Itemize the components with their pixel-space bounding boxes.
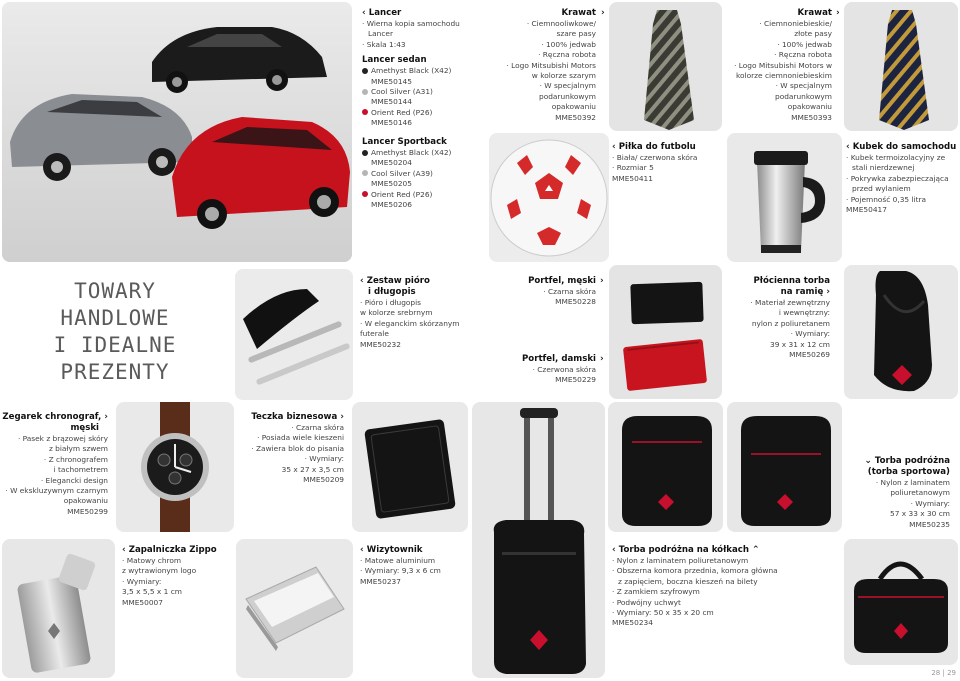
text-line: szare pasy xyxy=(556,29,596,39)
text-line: męski xyxy=(70,423,99,433)
duffel-bag-photo xyxy=(844,539,958,665)
text-line: · Nylon z laminatem xyxy=(875,478,950,487)
card-holder-photo xyxy=(236,539,353,678)
portfel-d-info xyxy=(494,354,596,386)
text-line: w kolorze szarym xyxy=(531,71,596,81)
wallets-photo xyxy=(609,265,722,399)
text-line: Krawat xyxy=(561,8,596,18)
text-line: · Matowe aluminium xyxy=(360,556,436,565)
shoulder-bag-photo xyxy=(844,265,958,399)
text-line: · W specjalnym xyxy=(539,81,596,91)
text-line: podarunkowym xyxy=(775,91,832,101)
text-line: Zestaw pióro xyxy=(366,276,430,286)
text-line: · Skala 1:43 xyxy=(362,39,406,49)
text-line: · Logo Mitsubishi Motors w xyxy=(734,60,832,70)
text-line: z zapięciem, boczna kieszeń na bilety xyxy=(618,576,758,586)
text-line: · Elegancki design xyxy=(40,475,108,485)
text-line: MME50299 xyxy=(67,506,108,516)
sport-bag-front-photo xyxy=(608,402,723,532)
pioro-info xyxy=(360,276,480,350)
chevron-left-icon: ‹ xyxy=(612,142,616,152)
kubek-info xyxy=(846,142,960,215)
text-line: na ramię xyxy=(780,287,824,297)
text-line: Zapalniczka Zippo xyxy=(128,545,217,555)
text-line: stali nierdzewnej xyxy=(852,163,915,173)
text-line: Wizytownik xyxy=(366,545,423,555)
tie-olive-photo xyxy=(609,2,722,131)
sport-bag-back-photo xyxy=(727,402,842,532)
text-line: · Pióro i długopis xyxy=(360,298,422,307)
color-dot-icon xyxy=(362,109,368,115)
text-line: Cool Silver (A39) xyxy=(371,168,433,178)
text-line: · Wierna kopia samochodu xyxy=(362,19,460,28)
text-line: Amethyst Black (X42) xyxy=(371,148,452,157)
text-line: · Kubek termoizolacyjny ze xyxy=(846,153,946,162)
text-line: futerale xyxy=(360,329,389,339)
text-line: · Ręczna robota xyxy=(774,50,832,60)
text-line: · Wymiary: 9,3 x 6 cm xyxy=(360,566,441,576)
text-line: i wewnętrzny: xyxy=(778,308,830,318)
text-line: MME50392 xyxy=(555,112,596,122)
text-line: Lancer xyxy=(368,29,393,39)
text-line: · Posiada wiele kieszeni xyxy=(257,433,344,443)
text-line: Lancer sedan xyxy=(362,55,427,66)
text-line: MME50269 xyxy=(789,350,830,360)
football-photo xyxy=(489,133,609,262)
chevron-left-icon: ‹ xyxy=(122,545,126,555)
text-line: przed wylaniem xyxy=(852,184,911,194)
text-line: · Matowy chrom xyxy=(122,556,182,565)
color-dot-icon xyxy=(362,170,368,176)
text-line: MME50146 xyxy=(371,118,412,128)
text-line: · Wymiary: xyxy=(910,498,950,508)
text-line: MME50007 xyxy=(122,597,163,607)
text-line: · Wymiary: 50 x 35 x 20 cm xyxy=(612,608,714,618)
text-line: 57 x 33 x 30 cm xyxy=(890,509,950,519)
text-line: TOWARY xyxy=(74,279,156,303)
text-line: · W specjalnym xyxy=(775,81,832,91)
text-line: 39 x 31 x 12 cm xyxy=(770,339,830,349)
text-line: · Czarna skóra xyxy=(291,423,344,432)
tie-navy-photo xyxy=(844,2,958,131)
text-line: Orient Red (P26) xyxy=(371,189,433,199)
text-line: · Ręczna robota xyxy=(538,50,596,60)
text-line: 35 x 27 x 3,5 cm xyxy=(281,464,344,474)
text-line: MME50205 xyxy=(371,179,412,189)
text-line: MME50144 xyxy=(371,97,412,107)
text-line: · 100% jedwab xyxy=(777,39,832,49)
text-line: Portfel, męski xyxy=(528,276,596,286)
teczka-info xyxy=(238,412,344,485)
watch-photo xyxy=(116,402,234,532)
text-line: MME50393 xyxy=(791,112,832,122)
text-line: · W eleganckim skórzanym xyxy=(360,318,460,328)
portfel-m-info xyxy=(494,276,596,308)
text-line: · Czarna skóra xyxy=(543,287,596,296)
text-line: · Pasek z brązowej skóry xyxy=(17,434,108,443)
sportback-variant-black xyxy=(362,148,482,158)
text-line: i długopis xyxy=(368,287,416,297)
text-line: MME50204 xyxy=(371,158,412,168)
pen-set-photo xyxy=(235,269,353,400)
text-line: nylon z poliuretanem xyxy=(751,318,830,328)
text-line: 29 xyxy=(947,669,956,677)
zippo-photo xyxy=(2,539,115,678)
sportback-variant-silver xyxy=(362,169,482,179)
color-dot-icon xyxy=(362,68,368,74)
chevron-left-icon: ‹ xyxy=(362,8,366,18)
text-line: I IDEALNE xyxy=(53,333,177,357)
color-dot-icon xyxy=(362,191,368,197)
text-line: Zegarek chronograf, xyxy=(2,412,102,422)
text-line: złote pasy xyxy=(794,29,832,39)
color-dot-icon xyxy=(362,150,368,156)
text-line: Torba podróżna xyxy=(874,456,950,466)
plocienna-info xyxy=(730,276,830,360)
text-line: MME50235 xyxy=(909,519,950,529)
text-line: poliuretanowym xyxy=(890,488,950,498)
text-line: · Podwójny uchwyt xyxy=(612,597,681,607)
trolley-bag-photo xyxy=(472,402,605,678)
chevron-left-icon: ‹ xyxy=(846,142,850,152)
text-line: · 100% jedwab xyxy=(541,39,596,49)
text-line: Płócienna torba xyxy=(753,276,830,286)
text-line: 28 xyxy=(931,669,941,677)
text-line: i tachometrem xyxy=(53,465,108,475)
sedan-variant-red xyxy=(362,108,482,118)
text-line: MME50228 xyxy=(555,297,596,307)
text-line: MME50206 xyxy=(371,200,412,210)
text-line: z wytrawionym logo xyxy=(122,566,197,576)
text-line: MME50209 xyxy=(303,475,344,485)
text-line: z białym szwem xyxy=(48,444,108,454)
text-line: HANDLOWE xyxy=(60,306,170,330)
text-line: w kolorze srebrnym xyxy=(360,308,433,318)
text-line: Torba podróżna na kółkach xyxy=(618,545,749,555)
chevron-right-icon: › xyxy=(600,276,604,286)
text-line: · Nylon z laminatem poliuretanowym xyxy=(612,556,749,565)
text-line: MME50229 xyxy=(555,375,596,385)
text-line: kolorze ciemnoniebieskim xyxy=(736,71,832,81)
text-line: · Wymiary: xyxy=(790,329,830,339)
text-line: Teczka biznesowa xyxy=(251,412,338,422)
text-line: 3,5 x 5,5 x 1 cm xyxy=(122,587,182,597)
text-line: · Ciemnoniebieskie/ xyxy=(759,19,832,28)
chevron-right-icon: › xyxy=(600,354,604,364)
torba-sport-info xyxy=(850,456,950,530)
text-line: MME50411 xyxy=(612,173,653,183)
thermo-mug-photo xyxy=(727,133,842,262)
text-line: · Logo Mitsubishi Motors xyxy=(506,60,596,70)
text-line: Amethyst Black (X42) xyxy=(371,66,452,76)
lancer-models-photo xyxy=(2,2,352,262)
text-line: Krawat xyxy=(797,8,832,18)
text-line: · Biała/ czerwona skóra xyxy=(612,153,698,162)
text-line: · Czerwona skóra xyxy=(532,365,596,374)
zapalniczka-info xyxy=(122,545,232,608)
chevron-left-icon: ‹ xyxy=(360,545,364,555)
text-line: Portfel, damski xyxy=(522,354,596,364)
text-line: Lancer Sportback xyxy=(362,137,447,147)
page-numbers: 28 | 29 xyxy=(931,669,956,677)
text-line: opakowaniu xyxy=(787,102,832,112)
sedan-variant-black xyxy=(362,66,482,76)
text-line: (torba sportowa) xyxy=(867,467,950,477)
text-line: · Pojemność 0,35 litra xyxy=(846,194,927,204)
text-line: opakowaniu xyxy=(551,102,596,112)
text-line: MME50234 xyxy=(612,618,653,628)
text-line: MME50237 xyxy=(360,576,401,586)
krawat2-info xyxy=(726,8,832,123)
text-line: · Ciemnooliwkowe/ xyxy=(526,19,596,28)
lancer-info xyxy=(362,8,482,129)
text-line: Piłka do futbolu xyxy=(618,142,696,152)
briefcase-photo xyxy=(352,402,468,532)
chevron-left-icon: ‹ xyxy=(360,276,364,286)
text-line: podarunkowym xyxy=(539,91,596,101)
chevron-right-icon: › xyxy=(601,8,605,18)
text-line: · Materiał zewnętrzny xyxy=(750,298,830,307)
text-line: MME50232 xyxy=(360,339,401,349)
sportback-variant-red xyxy=(362,190,482,200)
text-line: Kubek do samochodu xyxy=(852,142,957,152)
krawat1-info xyxy=(490,8,596,123)
zegarek-info xyxy=(4,412,108,517)
pilka-info xyxy=(612,142,722,184)
text-line: PREZENTY xyxy=(60,360,170,384)
text-line: · Obszerna komora przednia, komora główna xyxy=(612,566,778,576)
text-line: · Pokrywka zabezpieczająca xyxy=(846,173,949,183)
chevron-left-icon: ‹ xyxy=(612,545,616,555)
text-line: MME50417 xyxy=(846,205,887,215)
text-line: · Wymiary: xyxy=(304,454,344,464)
text-line: · Z zamkiem szyfrowym xyxy=(612,587,700,597)
text-line: · Wymiary: xyxy=(122,576,162,586)
text-line: Cool Silver (A31) xyxy=(371,87,433,97)
torba-kolka-info xyxy=(612,545,840,629)
chevron-right-icon: › xyxy=(104,412,108,422)
chevron-right-icon: › xyxy=(340,412,344,422)
sedan-variant-silver xyxy=(362,87,482,97)
color-dot-icon xyxy=(362,89,368,95)
chevron-right-icon: › xyxy=(826,287,830,297)
chevron-right-icon: › xyxy=(836,8,840,18)
text-line: Orient Red (P26) xyxy=(371,107,433,117)
sportback-info xyxy=(362,137,482,210)
text-line: · Z chronografem xyxy=(43,454,108,464)
text-line: · Rozmiar 5 xyxy=(612,163,654,173)
text-line: opakowaniu xyxy=(63,496,108,506)
headline xyxy=(40,278,190,386)
text-line: Lancer xyxy=(368,8,402,18)
text-line: · Zawiera blok do pisania xyxy=(251,443,344,453)
text-line: · W ekskluzywnym czarnym xyxy=(5,486,108,496)
wizytownik-info xyxy=(360,545,470,587)
text-line: MME50145 xyxy=(371,76,412,86)
chevron-up-icon: ⌃ xyxy=(752,545,760,555)
chevron-down-icon: ⌄ xyxy=(864,456,872,466)
